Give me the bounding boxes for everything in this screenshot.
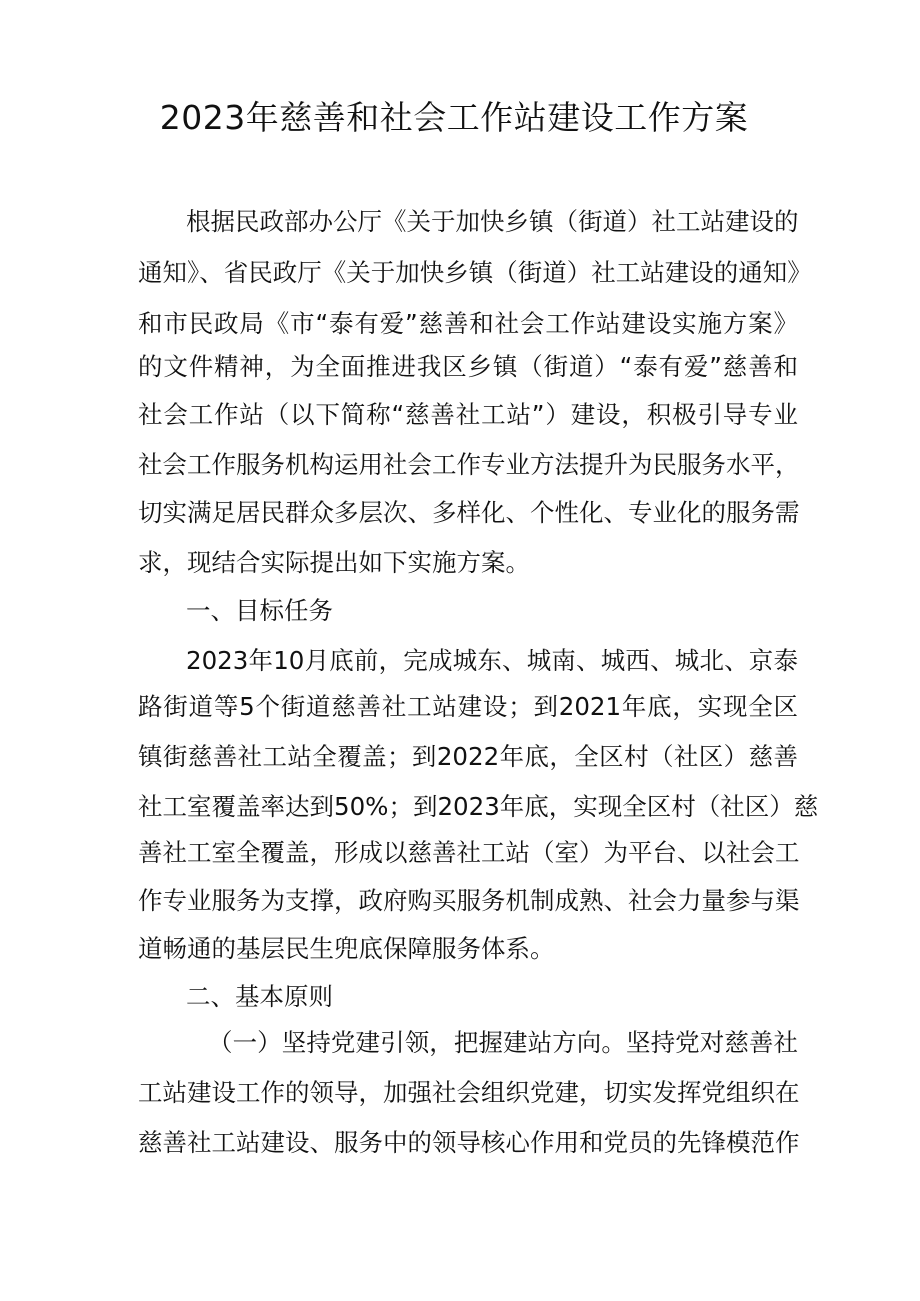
- goals-line: 镇街慈善社工站全覆盖；到2022年底，全区村（社区）慈善: [138, 742, 798, 771]
- intro-line: 通知》、省民政厅《关于加快乡镇（街道）社工站建设的通知》: [138, 258, 812, 287]
- intro-line: 社会工作服务机构运用社会工作专业方法提升为民服务水平，: [138, 450, 800, 479]
- principle-line: 工站建设工作的领导，加强社会组织党建，切实发挥党组织在: [138, 1078, 800, 1107]
- goals-line: 2023年10月底前，完成城东、城南、城西、城北、京泰: [186, 646, 798, 675]
- intro-line: 求，现结合实际提出如下实施方案。: [138, 548, 530, 577]
- intro-line: 社会工作站（以下简称“慈善社工站”）建设，积极引导专业: [138, 400, 798, 429]
- goals-line: 善社工室全覆盖，形成以慈善社工站（室）为平台、以社会工: [138, 838, 800, 867]
- intro-line: 切实满足居民群众多层次、多样化、个性化、专业化的服务需: [138, 498, 800, 527]
- intro-line: 和市民政局《市“泰有爱”慈善和社会工作站建设实施方案》: [138, 309, 798, 338]
- goals-line: 社工室覆盖率达到50%；到2023年底，实现全区村（社区）慈: [138, 792, 819, 821]
- document-title: 2023年慈善和社会工作站建设工作方案: [159, 98, 749, 137]
- intro-line: 根据民政部办公厅《关于加快乡镇（街道）社工站建设的: [186, 207, 799, 236]
- principle-line: （一）坚持党建引领，把握建站方向。坚持党对慈善社: [208, 1028, 798, 1057]
- section-heading-principles: 二、基本原则: [186, 982, 333, 1011]
- goals-line: 道畅通的基层民生兜底保障服务体系。: [138, 934, 555, 963]
- goals-line: 路街道等5个街道慈善社工站建设；到2021年底，实现全区: [138, 692, 798, 721]
- intro-line: 的文件精神，为全面推进我区乡镇（街道）“泰有爱”慈善和: [138, 352, 798, 381]
- principle-line: 慈善社工站建设、服务中的领导核心作用和党员的先锋模范作: [138, 1128, 800, 1157]
- section-heading-goals: 一、目标任务: [186, 596, 333, 625]
- goals-line: 作专业服务为支撑，政府购买服务机制成熟、社会力量参与渠: [138, 886, 800, 915]
